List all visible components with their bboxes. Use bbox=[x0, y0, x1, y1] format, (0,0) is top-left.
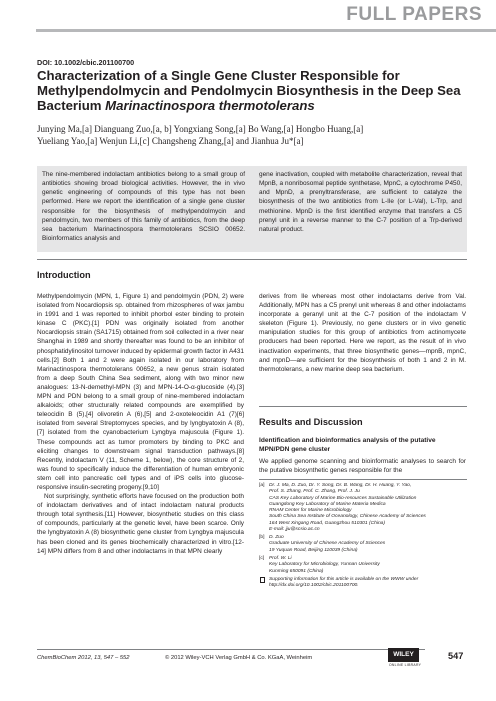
article-title bbox=[37, 68, 467, 114]
abstract-left: The nine-membered indolactam antibiotics belong to a small group of antibiotics showing broad biological activities. However, the in vivo genetic engineering of compounds of this type has not been performed. Here we report the identification of a single gene cluster responsible for the biosynthesis of methylpendolmycin and pendolmycin, two members of this family of antibiotics, from the deep sea bacterium Marinactinospora thermotolerans SCSIO 00652. Bioinformatics analysis and bbox=[42, 171, 245, 243]
results-paragraph: We applied genome scanning and bioinformatic analyses to search for the putative biosynthetic genes responsible for the bbox=[259, 458, 466, 475]
affiliation-line: 19 Yuquan Road, Beijing 110039 (China) bbox=[269, 547, 358, 553]
supporting-info bbox=[269, 577, 418, 590]
title-text: Characterization of a Single Gene Cluster Responsible for Methylpendolmycin and Pendolmycin Biosynthesis in the Deep Sea Bacterium bbox=[37, 68, 461, 114]
intro-left-column bbox=[37, 292, 244, 649]
intro-paragraph-3: derives from Ile whereas most other indolactams derive from Val. Additionally, MPN has a C5 prenyl unit whereas 8 and other indolactams incorporate a geranyl unit at the C-7 position of the indolactam V skeleton (Figure 1). Previously, no gene clusters or in vivo genetic manipulation studies for this group of antibiotics from actinomycete producers had been reported. Here we report, as the result of in vivo inactivation experiments, that three biosynthetic genes—mpnB, mpnC, and mpnD—are sufficient for the biosynthesis of both 1 and 2 in M. thermotolerans, a new marine deep sea bacterium. bbox=[259, 293, 466, 373]
affiliation-b-label: [b] bbox=[259, 535, 265, 540]
footer-copyright: © 2012 Wiley-VCH Verlag GmbH & Co. KGaA, Weinheim bbox=[165, 655, 313, 661]
header-rule bbox=[36, 29, 496, 32]
affiliation-line: Key Laboratory for Microbiology, Yunnan University bbox=[269, 562, 380, 568]
online-library-label: ONLINE LIBRARY bbox=[389, 663, 422, 667]
section-rule bbox=[37, 259, 467, 260]
affiliation-rule bbox=[259, 479, 467, 480]
author-line-1: Junying Ma,[a] Dianguang Zuo,[a, b] Yongxiang Song,[a] Bo Wang,[a] Hongbo Huang,[a] bbox=[37, 124, 364, 134]
affiliation-c bbox=[269, 556, 380, 575]
affiliation-line: Prof. W. Li bbox=[269, 556, 292, 561]
title-organism: Marinactinospora thermotolerans bbox=[105, 98, 315, 114]
supporting-info-line: Supporting information for this article is available on the WWW under bbox=[269, 577, 419, 582]
intro-right-column bbox=[259, 292, 466, 387]
supporting-info-link[interactable]: http://dx.doi.org/10.1002/cbic.201100700. bbox=[269, 583, 359, 589]
affiliation-line: D. Zuo bbox=[269, 535, 284, 540]
affiliation-line: Prof. S. Zhang, Prof. C. Zhang, Prof. J. Ju bbox=[269, 489, 360, 495]
affiliations bbox=[259, 483, 467, 633]
affiliation-line: Dr. J. Ma, D. Zuo, Dr. Y. Song, Dr. B. Wang, Dr. H. Huang, Y. Yao, bbox=[269, 483, 412, 488]
affiliation-line: Kunming 650091 (China) bbox=[269, 568, 324, 574]
affiliation-line: Guangdong Key Laboratory of Marine Materia Medica bbox=[269, 501, 386, 507]
doi: DOI: 10.1002/cbic.201100700 bbox=[37, 58, 135, 67]
author-list bbox=[37, 123, 467, 147]
intro-paragraph-1: Methylpendolmycin (MPN, 1, Figure 1) and pendolmycin (PDN, 2) were isolated from Nocardiopsis sp. obtained from rhizospheres of wax jambu in 1991 and 1 was reported to inhibit phorbol ester binding to protein kinase C (PKC).[1] PDN was originally isolated from another Nocardiopsis strain (SA1715) obtained from soil collected in a river near Shanghai in 1989 and shortly thereafter was found to be an inhibitor of phosphatidylinositol turnover induced by epidermal growth factor in A431 cells.[2] Both 1 and 2 were again isolated in our laboratory from Marinactinospora thermotolerans 00652, a new genus strain isolated from a deep South China Sea sediment, along with two minor new analogues: 13-N-demethyl-MPN (3) and MPN-14-O-α-glucoside (4).[3] MPN and PDN belong to a small group of nine-membered indolactam alkaloids; other structurally related compounds are exemplified by teleocidin B (5),[4] olivoretin A (6),[5] and 2-oxoteleocidin A1 (7)[6] isolated from several Streptomyces species, and by lyngbyatoxin A (8),[7] isolated from the cyanobacterium Lyngbya majuscula (Figure 1). These compounds act as tumor promoters by binding to PKC and eliciting changes to downstream signal transduction pathways.[8] Recently, indolactam V (11, Scheme 1, below), the core structure of 2, was found to specifically induce the differentiation of human embryonic stem cell into pancreatic cell types and of iPS cells into glucose-responsive insulin-secreting progeny.[9,10] bbox=[37, 293, 244, 491]
author-line-2: Yueliang Yao,[a] Wenjun Li,[c] Changsheng Zhang,[a] and Jianhua Ju*[a] bbox=[37, 136, 304, 146]
affiliation-email[interactable]: E-mail: jju@scsio.ac.cn bbox=[269, 527, 320, 533]
section-label: FULL PAPERS bbox=[346, 4, 482, 25]
affiliation-line: 164 West Xingang Road, Guangzhou 510301 (China) bbox=[269, 520, 386, 526]
affiliation-line: South China Sea Institute of Oceanology, Chinese Academy of Sciences bbox=[269, 514, 426, 520]
affiliation-line: Graduate University of Chinese Academy of Sciences bbox=[269, 541, 386, 547]
wiley-logo: WILEY bbox=[388, 648, 419, 662]
page-number: 547 bbox=[448, 651, 464, 661]
footer-rule bbox=[37, 649, 425, 650]
affiliation-line: CAS Key Laboratory of Marine Bio-resources Sustainable Utilization bbox=[269, 495, 417, 501]
intro-paragraph-2: Not surprisingly, synthetic efforts have focused on the production both of indolactam derivatives and of intact indolactam natural products through total synthesis.[11] However, biosynthetic studies on this class of compounds, particularly at the genetic level, have been scarce. Only the lyngbyatoxin A (8) biosynthetic gene cluster from Lyngbya majuscula has been cloned and its genes biochemically characterized in vitro.[12-14] MPN differs from 8 and other indolactams in that MPN clearly bbox=[37, 493, 244, 555]
affiliation-a-label: [a] bbox=[259, 483, 265, 488]
footer-citation: ChemBioChem 2012, 13, 547 – 552 bbox=[37, 655, 130, 661]
supporting-info-icon bbox=[260, 577, 265, 583]
abstract-right: gene inactivation, coupled with metabolite characterization, reveal that MpnB, a nonribosomal peptide synthetase, MpnC, a cytochrome P450, and MpnD, a prenyltransferase, are sufficient to catalyze the biosynthesis of the two antibiotics from L-Ile (or L-Val), L-Trp, and methionine. MpnD is the first identified enzyme that transfers a C5 prenyl unit in a reverse manner to the C-7 position of a Trp-derived natural product. bbox=[259, 171, 462, 233]
affiliation-c-label: [c] bbox=[259, 556, 265, 561]
intro-heading: Introduction bbox=[37, 270, 91, 280]
affiliation-a bbox=[269, 483, 426, 533]
results-heading: Results and Discussion bbox=[259, 417, 363, 427]
affiliation-line: RNAM Center for Marine Microbiology bbox=[269, 508, 352, 514]
results-rule bbox=[259, 406, 467, 407]
results-subheading: Identification and bioinformatics analysis of the putative MPN/PDN gene cluster bbox=[259, 437, 436, 454]
affiliation-b bbox=[269, 535, 385, 554]
